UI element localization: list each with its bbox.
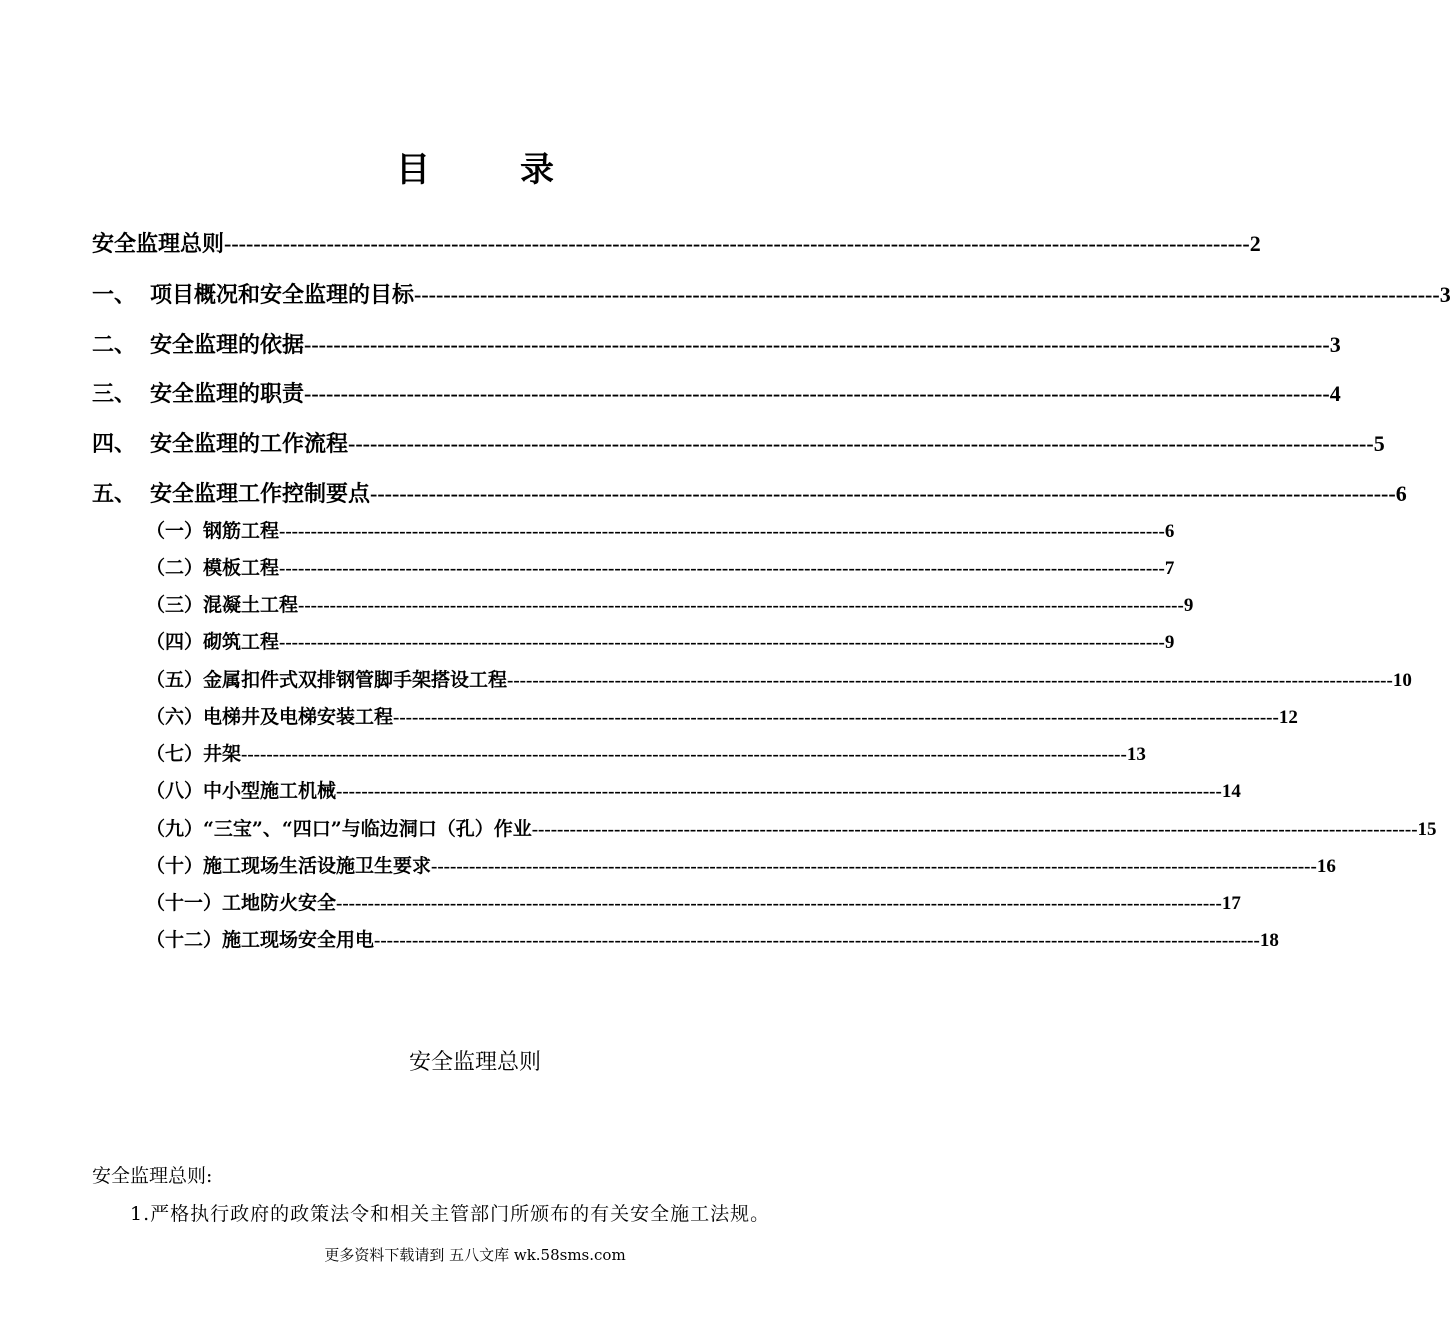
toc-leader: -------------------------------------------------------------------------------------------------------------------------------------------- [304,381,1330,406]
toc-page-number: 10 [1392,670,1412,691]
toc-leader: -------------------------------------------------------------------------------------------------------------------------------------------- [393,707,1279,728]
toc-entry[interactable] [92,378,1341,410]
toc-subentry-label: （四）砌筑工程 [146,631,280,653]
toc-entry-label: 安全监理总则 [92,231,225,257]
toc-leader: -------------------------------------------------------------------------------------------------------------------------------------------- [374,930,1260,951]
toc-page-number: 17 [1221,893,1241,914]
toc-subentry-label: （十一）工地防火安全 [146,892,337,914]
toc-page-number: 9 [1164,632,1175,653]
toc-leader: -------------------------------------------------------------------------------------------------------------------------------------------- [336,893,1222,914]
toc-subentry[interactable] [146,926,1279,954]
toc-subentry[interactable] [146,554,1175,582]
toc-subentry[interactable] [146,852,1336,880]
toc-entry[interactable] [92,329,1341,361]
toc-subentry-label: （九）“三宝”、“四口”与临边洞口（孔）作业 [146,818,532,840]
toc-leader: -------------------------------------------------------------------------------------------------------------------------------------------- [298,595,1184,616]
toc-entry-number: 二、 [92,332,137,358]
toc-entry[interactable] [92,279,1451,311]
toc-subentry-label: （五）金属扣件式双排钢管脚手架搭设工程 [146,669,508,691]
toc-subentry-label: （七）井架 [146,743,242,765]
toc-subentry[interactable] [146,666,1412,694]
toc-page-number: 6 [1164,521,1175,542]
toc-entry[interactable] [92,478,1407,510]
toc-leader: -------------------------------------------------------------------------------------------------------------------------------------------- [279,521,1165,542]
toc-leader: -------------------------------------------------------------------------------------------------------------------------------------------- [431,856,1317,877]
intro-heading: 安全监理总则: [92,1165,213,1187]
toc-entry-number: 四、 [92,431,137,457]
toc-page-number: 2 [1249,231,1261,256]
toc-leader: -------------------------------------------------------------------------------------------------------------------------------------------- [414,282,1440,307]
toc-title-part1: 目 [396,150,430,190]
toc-entry-label: 项目概况和安全监理的目标 [150,282,415,308]
toc-subentry[interactable] [146,889,1241,917]
toc-page-number: 13 [1126,744,1146,765]
intro-paragraph: 1.严格执行政府的政策法令和相关主管部门所颁布的有关安全施工法规。 [130,1203,771,1225]
toc-entry-label: 安全监理的工作流程 [150,431,349,457]
toc-page-number: 12 [1278,707,1298,728]
toc-leader: -------------------------------------------------------------------------------------------------------------------------------------------- [279,558,1165,579]
toc-subentry-label: （一）钢筋工程 [146,520,280,542]
toc-entry-number: 三、 [92,381,137,407]
toc-leader: -------------------------------------------------------------------------------------------------------------------------------------------- [348,431,1374,456]
toc-page-number: 14 [1221,781,1241,802]
toc-subentry-label: （二）模板工程 [146,557,280,579]
toc-subentry[interactable] [146,591,1194,619]
toc-subentry[interactable] [146,815,1437,843]
toc-subentry[interactable] [146,740,1146,768]
toc-leader: -------------------------------------------------------------------------------------------------------------------------------------------- [507,670,1393,691]
toc-leader: -------------------------------------------------------------------------------------------------------------------------------------------- [241,744,1127,765]
toc-page-number: 7 [1164,558,1175,579]
toc-entry[interactable] [92,228,1261,260]
toc-leader: -------------------------------------------------------------------------------------------------------------------------------------------- [370,481,1396,506]
toc-leader: -------------------------------------------------------------------------------------------------------------------------------------------- [224,231,1250,256]
page-footer: 更多资料下载请到 五八文库 wk.58sms.com [324,1246,626,1264]
toc-subentry[interactable] [146,703,1298,731]
toc-entry-number: 五、 [92,481,137,507]
toc-page-number: 18 [1259,930,1279,951]
toc-subentry[interactable] [146,777,1241,805]
toc-title-part2: 录 [520,150,554,190]
toc-entry-label: 安全监理工作控制要点 [150,481,371,507]
toc-entry-number: 一、 [92,282,137,308]
toc-subentry[interactable] [146,628,1175,656]
toc-page-number: 4 [1329,381,1341,406]
toc-page-number: 15 [1417,819,1437,840]
toc-subentry-label: （六）电梯井及电梯安装工程 [146,706,394,728]
toc-entry-label: 安全监理的依据 [150,332,305,358]
toc-page-number: 9 [1183,595,1194,616]
toc-subentry-label: （三）混凝土工程 [146,594,299,616]
section-heading: 安全监理总则 [408,1050,541,1075]
toc-entry-label: 安全监理的职责 [150,381,305,407]
toc-subentry[interactable] [146,517,1175,545]
toc-subentry-label: （十）施工现场生活设施卫生要求 [146,855,432,877]
toc-leader: -------------------------------------------------------------------------------------------------------------------------------------------- [279,632,1165,653]
toc-leader: -------------------------------------------------------------------------------------------------------------------------------------------- [304,332,1330,357]
toc-page-number: 6 [1395,481,1407,506]
toc-entry[interactable] [92,428,1385,460]
toc-page-number: 5 [1373,431,1385,456]
toc-subentry-label: （十二）施工现场安全用电 [146,929,375,951]
toc-leader: -------------------------------------------------------------------------------------------------------------------------------------------- [336,781,1222,802]
toc-page-number: 3 [1439,282,1451,307]
toc-leader: -------------------------------------------------------------------------------------------------------------------------------------------- [531,819,1418,840]
toc-page-number: 16 [1316,856,1336,877]
toc-page-number: 3 [1329,332,1341,357]
toc-subentry-label: （八）中小型施工机械 [146,780,337,802]
